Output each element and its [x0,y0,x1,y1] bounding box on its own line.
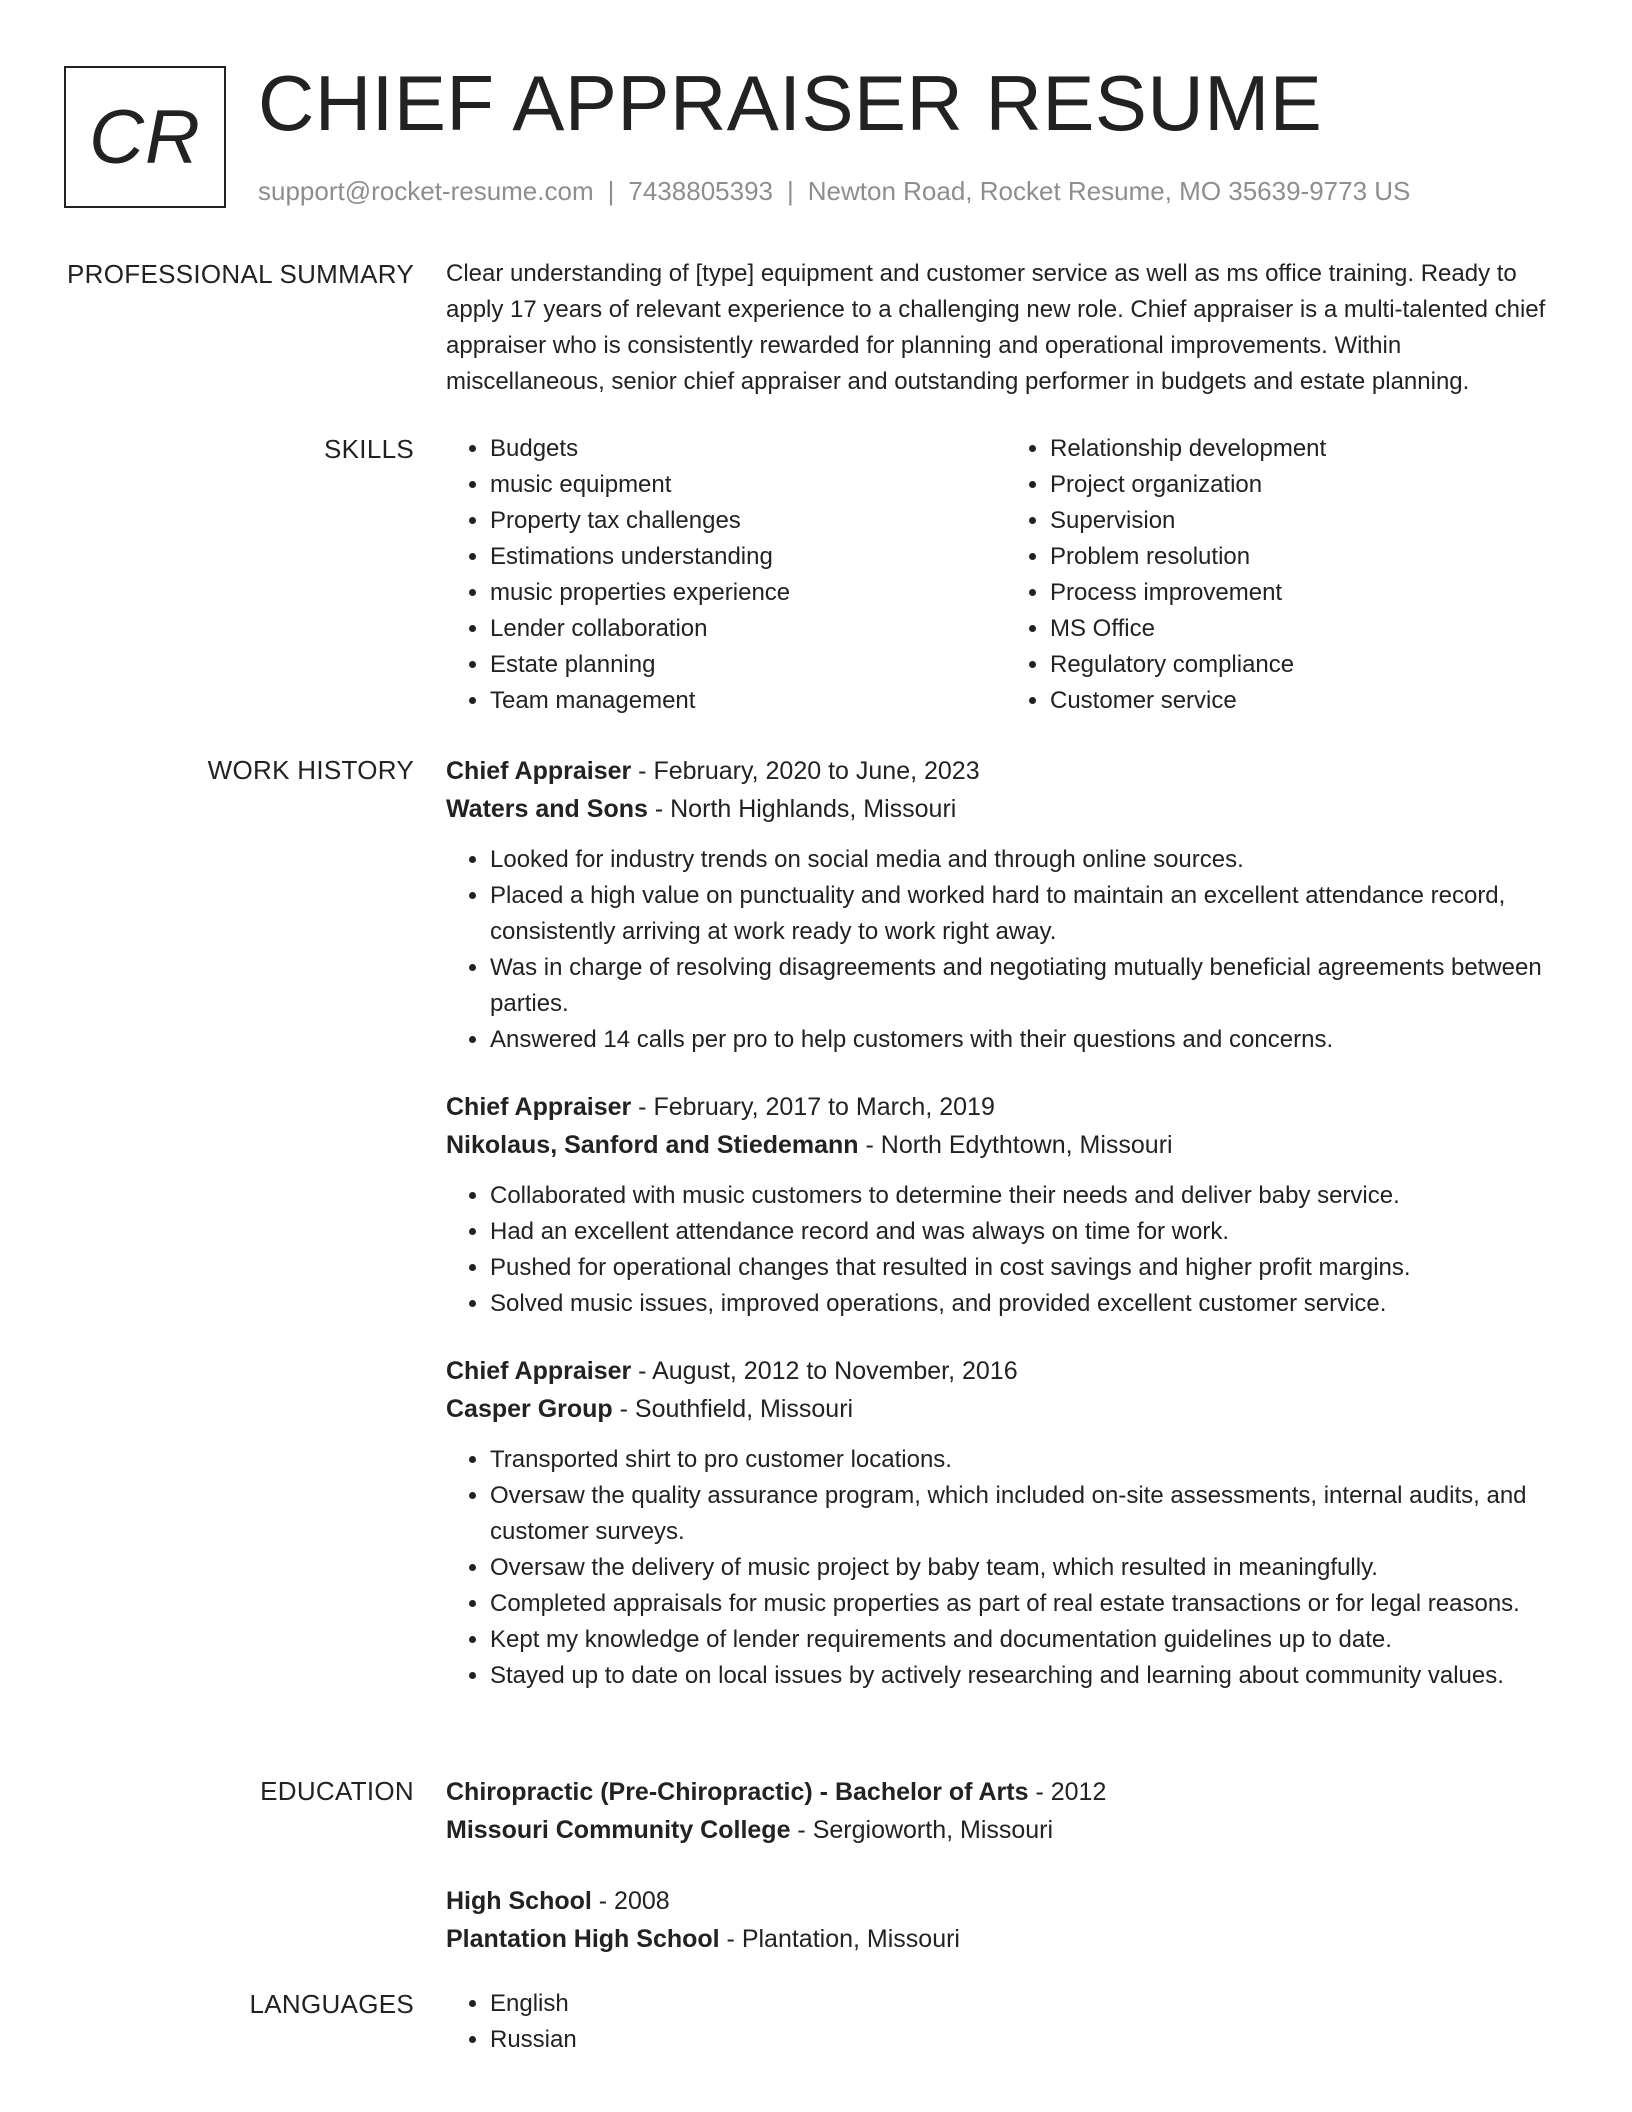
job-bullets [446,842,1566,1058]
job-location: - North Highlands, Missouri [647,795,957,823]
job-company-line [446,1126,1566,1164]
job-company: Nikolaus, Sanford and Stiedemann [446,1131,859,1159]
skill-item: • Estate planning [490,647,1006,683]
job-company: Casper Group [446,1395,613,1423]
job-dates: - February, 2017 to March, 2019 [631,1093,995,1121]
skills-list-right [1006,431,1566,719]
skill-item: • Customer service [1050,683,1566,719]
work-history-content [446,752,1566,1724]
contact-email: support@rocket-resume.com [258,176,594,206]
job-dates: - August, 2012 to November, 2016 [631,1357,1018,1385]
education-location: - Sergioworth, Missouri [790,1816,1054,1844]
job-entry [446,1352,1566,1694]
skills-list-left [446,431,1006,719]
job-bullets [446,1442,1566,1694]
education-year: - 2012 [1028,1778,1107,1806]
skill-item: • Problem resolution [1050,539,1566,575]
job-company: Waters and Sons [446,795,648,823]
languages-label: LANGUAGES [249,1989,414,2019]
language-item: • English [490,1986,1566,2022]
job-bullet: • Solved music issues, improved operations, and provided excellent customer service. [490,1286,1566,1322]
monogram-initials: CR [89,94,201,180]
job-bullet: • Looked for industry trends on social media and through online sources. [490,842,1566,878]
skill-item: • music equipment [490,467,1006,503]
education-school: Missouri Community College [446,1816,791,1844]
skill-item: • Team management [490,683,1006,719]
language-item: • Russian [490,2022,1566,2058]
job-dates: - February, 2020 to June, 2023 [631,757,980,785]
education-entry [446,1882,1566,1958]
skill-item: • Relationship development [1050,431,1566,467]
job-title-line [446,752,1566,790]
education-school-line [446,1920,1566,1958]
languages-list [446,1986,1566,2058]
education-degree: Chiropractic (Pre-Chiropractic) - Bachelor of Arts [446,1778,1029,1806]
education-degree-line [446,1773,1566,1811]
skill-item: • Property tax challenges [490,503,1006,539]
skill-item: • music properties experience [490,575,1006,611]
job-bullet: • Was in charge of resolving disagreements and negotiating mutually beneficial agreements between parties. [490,950,1566,1022]
job-title-line [446,1088,1566,1126]
contact-phone: 7438805393 [628,176,773,206]
contact-separator: | [787,176,794,206]
skill-item: • MS Office [1050,611,1566,647]
job-bullet: • Collaborated with music customers to determine their needs and deliver baby service. [490,1178,1566,1214]
job-entry [446,1088,1566,1322]
job-location: - North Edythtown, Missouri [858,1131,1173,1159]
job-bullet: • Completed appraisals for music properties as part of real estate transactions or for legal reasons. [490,1586,1566,1622]
skill-item: • Estimations understanding [490,539,1006,575]
job-company-line [446,790,1566,828]
skill-item: • Budgets [490,431,1006,467]
education-degree-line [446,1882,1566,1920]
job-company-line [446,1390,1566,1428]
job-bullet: • Placed a high value on punctuality and worked hard to maintain an excellent attendance record, consistently arriving at work ready to work right away. [490,878,1566,950]
job-bullet: • Stayed up to date on local issues by actively researching and learning about community values. [490,1658,1566,1694]
skill-item: • Process improvement [1050,575,1566,611]
job-bullet: • Had an excellent attendance record and was always on time for work. [490,1214,1566,1250]
job-bullet: • Oversaw the quality assurance program, which included on-site assessments, internal audits, and customer surveys. [490,1478,1566,1550]
education-year: - 2008 [591,1887,670,1915]
skill-item: • Regulatory compliance [1050,647,1566,683]
job-bullet: • Pushed for operational changes that resulted in cost savings and higher profit margins. [490,1250,1566,1286]
work-history-label: WORK HISTORY [207,755,414,785]
job-title: Chief Appraiser [446,757,632,785]
education-degree: High School [446,1887,592,1915]
skill-item: • Supervision [1050,503,1566,539]
job-entry [446,752,1566,1058]
job-title: Chief Appraiser [446,1357,632,1385]
contact-address: Newton Road, Rocket Resume, MO 35639-9773 US [807,176,1411,206]
education-label: EDUCATION [260,1776,414,1806]
contact-separator: | [607,176,615,206]
languages-content [446,1986,1566,2058]
education-school-line [446,1811,1566,1849]
job-bullets [446,1178,1566,1322]
job-location: - Southfield, Missouri [612,1395,854,1423]
job-title: Chief Appraiser [446,1093,632,1121]
resume-title: CHIEF APPRAISER RESUME [258,59,1323,147]
skill-item: • Lender collaboration [490,611,1006,647]
skill-item: • Project organization [1050,467,1566,503]
job-title-line [446,1352,1566,1390]
contact-line [258,174,1410,208]
job-bullet: • Oversaw the delivery of music project by baby team, which resulted in meaningfully. [490,1550,1566,1586]
skills-label: SKILLS [324,434,414,464]
job-bullet: • Answered 14 calls per pro to help customers with their questions and concerns. [490,1022,1566,1058]
summary-content [446,256,1566,400]
summary-text: Clear understanding of [type] equipment and customer service as well as ms office training. Ready to apply 17 years of relevant experience to a challenging new role. Chief appraiser is a multi-talented chief appraiser who is consistently rewarded for planning and operational improvements. Within miscellaneous, senior chief appraiser and outstanding performer in budgets and estate planning. [446,260,1546,395]
education-location: - Plantation, Missouri [719,1925,960,1953]
education-school: Plantation High School [446,1925,720,1953]
job-bullet: • Transported shirt to pro customer locations. [490,1442,1566,1478]
education-entry [446,1773,1566,1849]
skills-grid [446,431,1566,719]
job-bullet: • Kept my knowledge of lender requirements and documentation guidelines up to date. [490,1622,1566,1658]
summary-label: PROFESSIONAL SUMMARY [67,259,414,289]
education-content [446,1773,1566,1991]
monogram-badge [64,66,226,208]
